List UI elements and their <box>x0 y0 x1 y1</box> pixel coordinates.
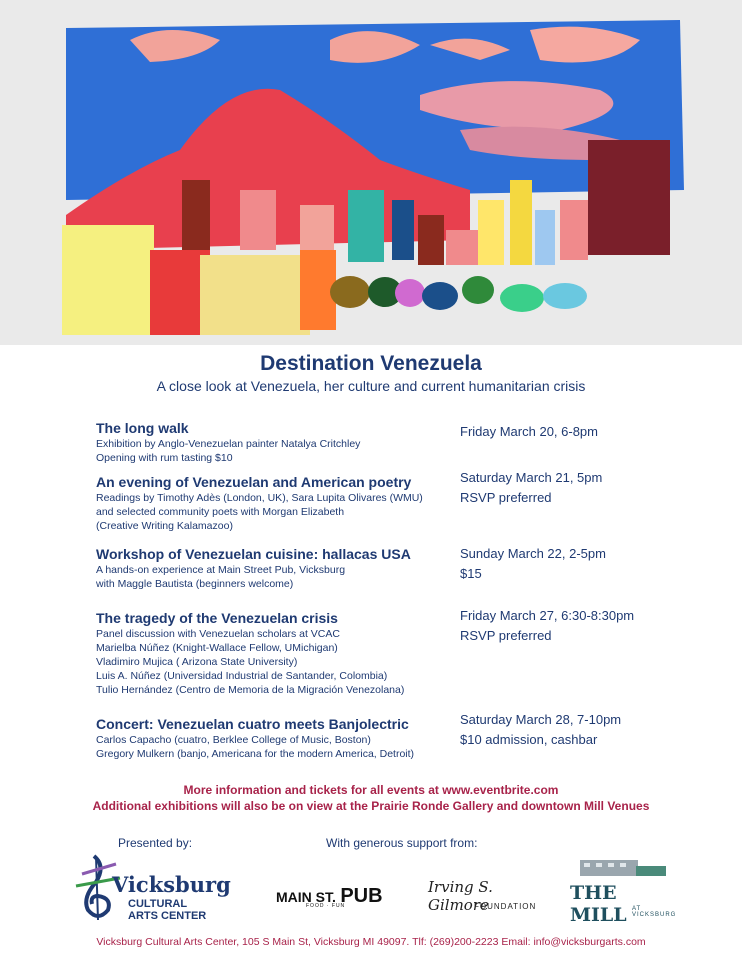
event-time <box>460 606 720 646</box>
event-detail: with Maggle Bautista (beginners welcome) <box>96 578 294 590</box>
presented-by-label: Presented by: <box>118 836 193 850</box>
event-detail: Carlos Capacho (cuatro, Berklee College of Music, Boston) <box>96 734 371 746</box>
event-title: The long walk <box>96 420 189 436</box>
event-time <box>460 544 720 584</box>
event-concert <box>96 716 456 761</box>
event-detail: Vladimiro Mujica ( Arizona State University) <box>96 656 298 668</box>
foundation-signature: Irving S. Gilmore <box>428 878 493 914</box>
event-detail: and selected community poets with Morgan Elizabeth <box>96 506 345 518</box>
event-detail: Luis A. Núñez (Universidad Industrial de Santander, Colombia) <box>96 670 388 682</box>
mill-building-icon <box>570 856 670 880</box>
mill-name: THE MILL <box>570 882 627 926</box>
vcac-line2: CULTURAL <box>128 898 188 910</box>
event-when: Friday March 27, 6:30-8:30pm <box>460 608 635 623</box>
event-time <box>460 710 720 750</box>
foundation-label: FOUNDATION <box>474 902 537 911</box>
event-when: Sunday March 22, 2-5pm <box>460 546 606 561</box>
event-when-note: $10 admission, cashbar <box>460 732 598 747</box>
event-when-note: RSVP preferred <box>460 628 552 643</box>
support-label: With generous support from: <box>326 836 478 850</box>
event-detail: Panel discussion with Venezuelan scholars at VCAC <box>96 628 340 640</box>
event-title: The tragedy of the Venezuelan crisis <box>96 610 338 626</box>
vcac-line3: ARTS CENTER <box>128 910 207 922</box>
event-detail: (Creative Writing Kalamazoo) <box>96 520 233 532</box>
event-title: Concert: Venezuelan cuatro meets Banjolectric <box>96 716 409 732</box>
main-st-pub-logo <box>276 885 406 911</box>
event-when: Friday March 20, 6-8pm <box>460 424 598 439</box>
info-exhibitions: Additional exhibitions will also be on view at the Prairie Ronde Gallery and downtown Mill Venues <box>92 799 650 813</box>
the-mill-logo <box>570 856 677 926</box>
gilmore-foundation-logo <box>428 878 548 918</box>
event-detail: Readings by Timothy Adès (London, UK), Sara Lupita Olivares (WMU) <box>96 492 423 504</box>
info-tickets: More information and tickets for all events at www.eventbrite.com <box>183 783 559 797</box>
vcac-name: Vicksburg <box>112 872 231 897</box>
hero-painting <box>0 0 742 345</box>
event-detail: Tulio Hernández (Centro de Memoria de la Migración Venezolana) <box>96 684 405 696</box>
event-title: Workshop of Venezuelan cuisine: hallacas USA <box>96 546 411 562</box>
event-detail: Gregory Mulkern (banjo, Americana for the modern America, Detroit) <box>96 748 415 760</box>
event-when: Saturday March 28, 7-10pm <box>460 712 622 727</box>
event-the-long-walk <box>96 420 456 465</box>
event-poetry <box>96 474 456 533</box>
event-cuisine-workshop <box>96 546 456 591</box>
caracas-skyline-painting <box>0 0 742 345</box>
page-title: Destination Venezuela <box>260 352 482 375</box>
event-detail: Marielba Núñez (Knight-Wallace Fellow, UMichigan) <box>96 642 338 654</box>
event-detail: Exhibition by Anglo-Venezuelan painter Natalya Critchley <box>96 438 361 450</box>
event-time <box>460 422 720 442</box>
footer-contact: Vicksburg Cultural Arts Center, 105 S Main St, Vicksburg MI 49097. Tlf: (269)200-2223 Email: info@vicksburgarts.com <box>96 936 646 948</box>
pub-tag: FOOD · FUN <box>306 903 346 909</box>
event-title: An evening of Venezuelan and American poetry <box>96 474 412 490</box>
event-when: Saturday March 21, 5pm <box>460 470 603 485</box>
vcac-logo <box>72 852 232 924</box>
event-when-note: $15 <box>460 566 482 581</box>
event-detail: Opening with rum tasting $10 <box>96 452 233 464</box>
mill-tag: AT VICKSBURG <box>632 906 677 918</box>
page-subtitle: A close look at Venezuela, her culture and current humanitarian crisis <box>156 378 586 394</box>
event-time <box>460 468 720 508</box>
pub-name-b: PUB <box>340 885 383 907</box>
event-crisis-panel <box>96 610 456 697</box>
event-when-note: RSVP preferred <box>460 490 552 505</box>
event-detail: A hands-on experience at Main Street Pub, Vicksburg <box>96 564 346 576</box>
pub-name-a: MAIN ST. <box>276 889 336 905</box>
